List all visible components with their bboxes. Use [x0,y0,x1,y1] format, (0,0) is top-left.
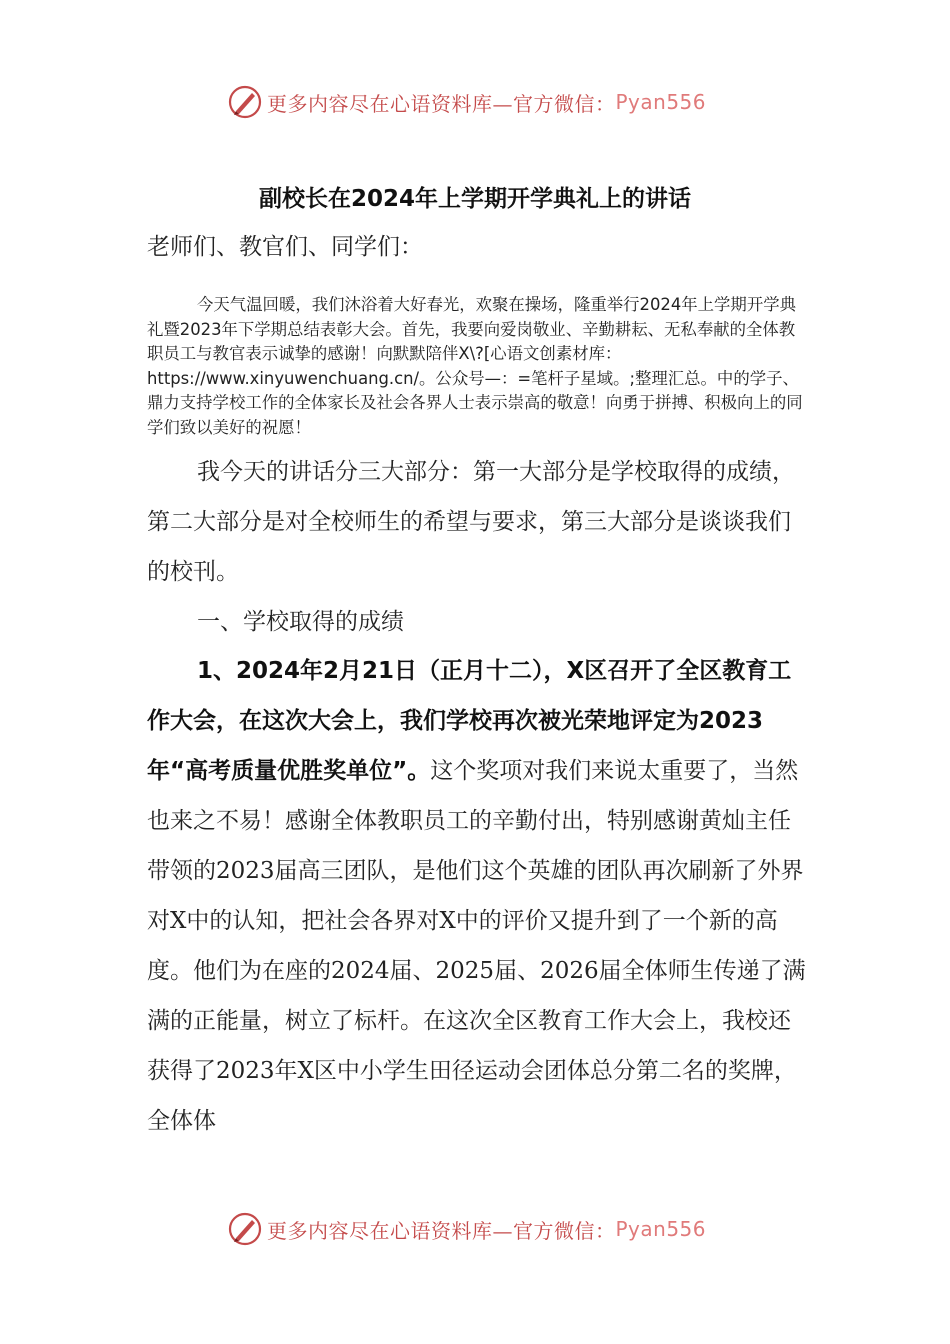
watermark-banner-top [0,82,950,122]
achievement-bold-lead: 1、2024年2月21日（正月十二），X区召开了全区教育工作大会，在这次大会上，我们学校再次被光荣地评定为2023年“高考质量优胜奖单位”。 [147,658,792,784]
pen-logo-icon [227,1211,263,1247]
achievement-paragraph [147,646,807,1146]
pen-logo-icon [227,84,263,120]
opening-paragraph: 今天气温回暖，我们沐浴着大好春光，欢聚在操场，隆重举行2024年上学期开学典礼暨2023年下学期总结表彰大会。首先，我要向爱岗敬业、辛勤耕耘、无私奉献的全体教职员工与教官表示诚挚的感谢！向默默陪伴X\?[心语文创素材库：https://www.xinyuwenchuang.cn/。公众号—：=笔杆子星域。;整理汇总。中的学子、鼎力支持学校工作的全体家长及社会各界人士表示崇高的敬意！向勇于拼搏、积极向上的同学们致以美好的祝愿！ [147,295,803,437]
section-heading: 一、学校取得的成绩 [197,609,404,635]
watermark-wechat-id: Pyan556 [615,1217,707,1241]
watermark-wechat-id: Pyan556 [615,90,707,114]
achievement-body: 这个奖项对我们来说太重要了，当然也来之不易！感谢全体教职员工的辛勤付出，特别感谢黄灿主任带领的2023届高三团队，是他们这个英雄的团队再次刷新了外界对X中的认知，把社会各界对X中的评价又提升到了一个新的高度。他们为在座的2024届、2025届、2026届全体师生传递了满满的正能量，树立了标杆。在这次全区教育工作大会上，我校还获得了2023年X区中小学生田径运动会团体总分第二名的奖牌，全体体 [147,758,806,1134]
intro-paragraph: 我今天的讲话分三大部分：第一大部分是学校取得的成绩，第二大部分是对全校师生的希望与要求，第三大部分是谈谈我们的校刊。 [147,459,795,585]
watermark-banner-bottom [0,1209,950,1249]
watermark-text: 更多内容尽在心语资料库—官方微信： [267,1218,616,1243]
document-title: 副校长在2024年上学期开学典礼上的讲话 [258,186,691,212]
watermark-text: 更多内容尽在心语资料库—官方微信： [267,91,616,116]
salutation: 老师们、教官们、同学们： [147,234,423,260]
